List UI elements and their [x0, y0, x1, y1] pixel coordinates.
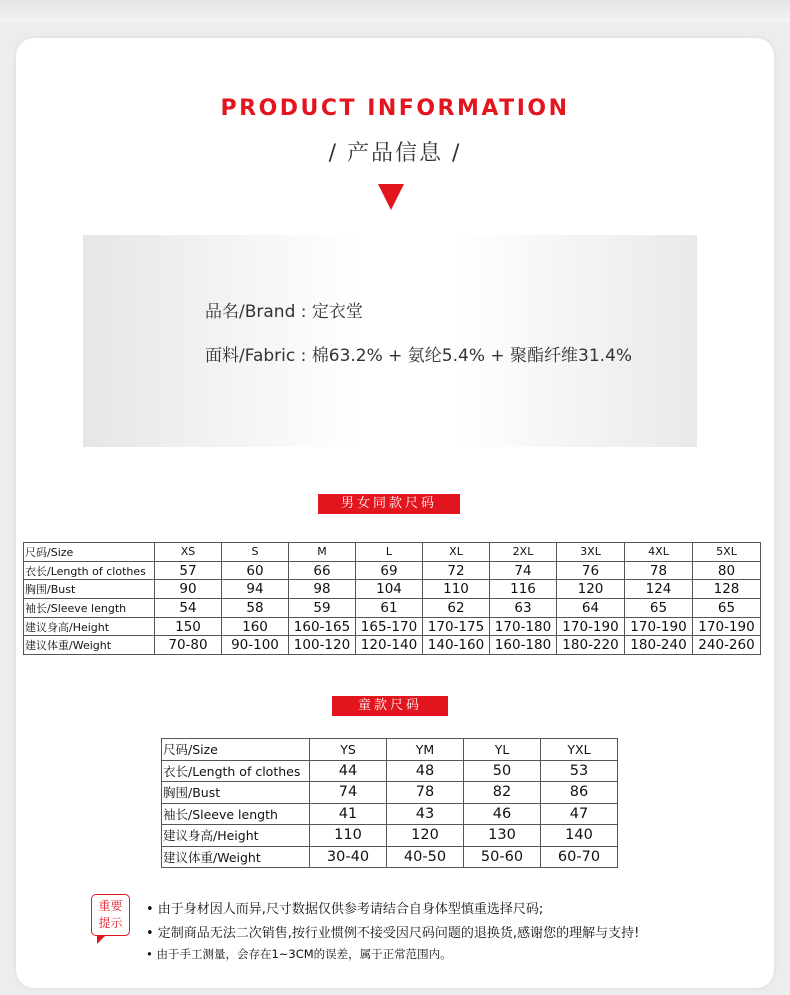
- down-arrow-icon: [378, 184, 404, 210]
- table-cell: 40-50: [387, 846, 464, 868]
- product-info-card: [16, 38, 774, 988]
- table-cell: 110: [423, 580, 490, 599]
- table-cell: 50: [464, 760, 541, 782]
- table-cell: 94: [222, 580, 289, 599]
- table-cell: 240-260: [693, 636, 761, 655]
- table-cell: 128: [693, 580, 761, 599]
- table-cell: 46: [464, 803, 541, 825]
- table-cell: 90: [155, 580, 222, 599]
- table-cell: 72: [423, 561, 490, 580]
- table-cell: YS: [310, 739, 387, 761]
- table-cell: YL: [464, 739, 541, 761]
- table-cell: 57: [155, 561, 222, 580]
- table-cell: 43: [387, 803, 464, 825]
- adult-size-table: [23, 542, 761, 655]
- table-cell: 76: [557, 561, 625, 580]
- table-cell: 3XL: [557, 543, 625, 562]
- table-cell: 50-60: [464, 846, 541, 868]
- table-cell: 120: [387, 825, 464, 847]
- notice-item: • 定制商品无法二次销售,按行业惯例不接受因尺码问题的退换货,感谢您的理解与支持!: [146, 926, 640, 941]
- table-cell: 5XL: [693, 543, 761, 562]
- table-cell: 62: [423, 599, 490, 618]
- table-cell: 60-70: [541, 846, 618, 868]
- table-cell: 74: [310, 782, 387, 804]
- row-label: 建议体重/Weight: [162, 846, 310, 868]
- brand-line: 品名/Brand : 定衣堂: [205, 302, 363, 322]
- table-cell: 124: [625, 580, 693, 599]
- table-cell: L: [356, 543, 423, 562]
- table-cell: 58: [222, 599, 289, 618]
- table-cell: 160-165: [289, 617, 356, 636]
- table-cell: XS: [155, 543, 222, 562]
- row-label: 建议身高/Height: [24, 617, 155, 636]
- table-cell: 170-190: [693, 617, 761, 636]
- table-cell: 82: [464, 782, 541, 804]
- table-cell: 180-240: [625, 636, 693, 655]
- table-cell: 60: [222, 561, 289, 580]
- table-cell: 78: [625, 561, 693, 580]
- notice-item: • 由于身材因人而异,尺寸数据仅供参考请结合自身体型慎重选择尺码;: [146, 902, 544, 917]
- table-cell: 140: [541, 825, 618, 847]
- table-row: [24, 617, 761, 636]
- row-label: 尺码/Size: [162, 739, 310, 761]
- table-cell: 170-180: [490, 617, 557, 636]
- table-cell: 53: [541, 760, 618, 782]
- table-cell: M: [289, 543, 356, 562]
- row-label: 衣长/Length of clothes: [162, 760, 310, 782]
- title-chinese: / 产品信息 /: [328, 141, 462, 166]
- table-cell: 69: [356, 561, 423, 580]
- table-header-row: [24, 543, 761, 562]
- table-cell: 54: [155, 599, 222, 618]
- table-cell: 66: [289, 561, 356, 580]
- table-cell: 48: [387, 760, 464, 782]
- table-row: [162, 846, 618, 868]
- row-label: 衣长/Length of clothes: [24, 561, 155, 580]
- table-row: [162, 803, 618, 825]
- table-cell: 100-120: [289, 636, 356, 655]
- kids-size-label: 童款尺码: [332, 696, 448, 716]
- table-cell: 30-40: [310, 846, 387, 868]
- table-cell: 86: [541, 782, 618, 804]
- table-cell: YM: [387, 739, 464, 761]
- table-cell: 170-190: [625, 617, 693, 636]
- row-label: 胸围/Bust: [24, 580, 155, 599]
- table-cell: 4XL: [625, 543, 693, 562]
- table-cell: 59: [289, 599, 356, 618]
- table-cell: 65: [625, 599, 693, 618]
- row-label: 建议体重/Weight: [24, 636, 155, 655]
- table-cell: YXL: [541, 739, 618, 761]
- table-cell: 140-160: [423, 636, 490, 655]
- table-cell: 120: [557, 580, 625, 599]
- table-cell: 70-80: [155, 636, 222, 655]
- table-cell: 64: [557, 599, 625, 618]
- badge-line-1: 重要: [98, 899, 123, 913]
- table-cell: 44: [310, 760, 387, 782]
- table-row: [24, 580, 761, 599]
- table-cell: 160-180: [490, 636, 557, 655]
- row-label: 袖长/Sleeve length: [162, 803, 310, 825]
- badge-line-2: 提示: [98, 916, 123, 930]
- top-strip: [0, 0, 790, 22]
- badge-tail-icon: [97, 935, 106, 944]
- table-cell: 74: [490, 561, 557, 580]
- table-cell: 130: [464, 825, 541, 847]
- table-cell: 150: [155, 617, 222, 636]
- table-cell: 63: [490, 599, 557, 618]
- table-row: [24, 636, 761, 655]
- table-cell: 98: [289, 580, 356, 599]
- row-label: 袖长/Sleeve length: [24, 599, 155, 618]
- table-cell: 41: [310, 803, 387, 825]
- table-cell: 170-175: [423, 617, 490, 636]
- table-cell: S: [222, 543, 289, 562]
- table-cell: 116: [490, 580, 557, 599]
- table-cell: 104: [356, 580, 423, 599]
- table-cell: 2XL: [490, 543, 557, 562]
- notice-item: • 由于手工测量，会存在1~3CM的误差，属于正常范围内。: [146, 947, 452, 961]
- fabric-info-box: [83, 235, 697, 447]
- table-cell: 90-100: [222, 636, 289, 655]
- table-cell: 61: [356, 599, 423, 618]
- table-cell: 65: [693, 599, 761, 618]
- table-row: [162, 782, 618, 804]
- table-cell: 110: [310, 825, 387, 847]
- table-cell: 160: [222, 617, 289, 636]
- table-cell: 120-140: [356, 636, 423, 655]
- row-label: 尺码/Size: [24, 543, 155, 562]
- title-english: PRODUCT INFORMATION: [220, 96, 570, 121]
- table-cell: 180-220: [557, 636, 625, 655]
- table-cell: XL: [423, 543, 490, 562]
- table-row: [24, 599, 761, 618]
- row-label: 胸围/Bust: [162, 782, 310, 804]
- table-row: [162, 760, 618, 782]
- adult-size-label: 男女同款尺码: [318, 494, 460, 514]
- important-notice-badge: [91, 894, 130, 936]
- table-cell: 170-190: [557, 617, 625, 636]
- table-cell: 80: [693, 561, 761, 580]
- table-row: [162, 825, 618, 847]
- table-cell: 78: [387, 782, 464, 804]
- table-header-row: [162, 739, 618, 761]
- row-label: 建议身高/Height: [162, 825, 310, 847]
- table-cell: 47: [541, 803, 618, 825]
- kids-size-table: [161, 738, 618, 868]
- table-cell: 165-170: [356, 617, 423, 636]
- table-row: [24, 561, 761, 580]
- fabric-line: 面料/Fabric : 棉63.2% + 氨纶5.4% + 聚酯纤维31.4%: [205, 346, 633, 366]
